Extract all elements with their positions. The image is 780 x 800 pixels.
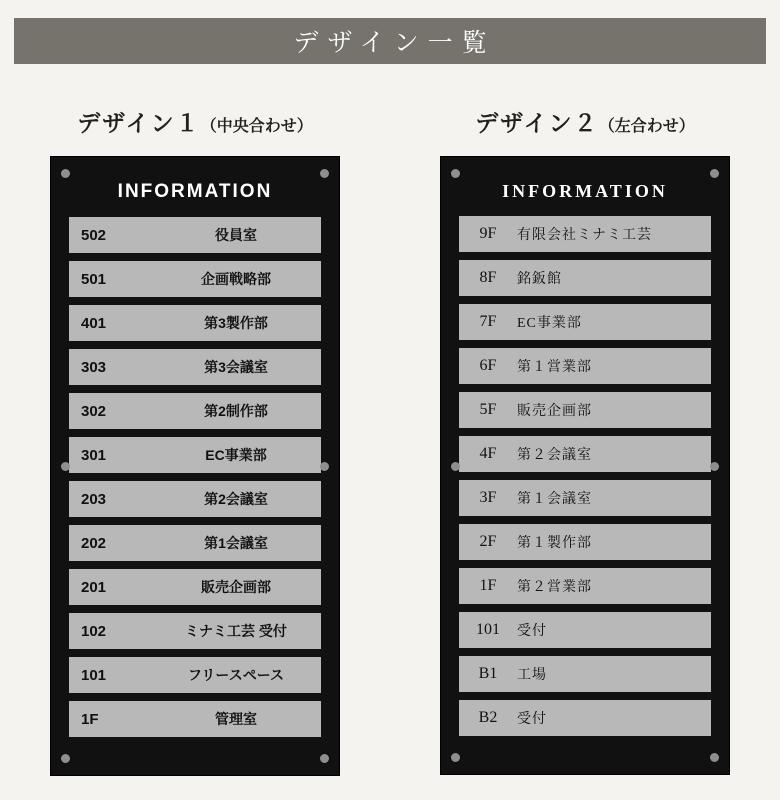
row-room: B2 — [478, 709, 498, 726]
row-name: 管理室 — [215, 711, 257, 727]
row-room: 1F — [81, 710, 99, 728]
row-room: 303 — [81, 358, 107, 376]
row-room: 4F — [479, 445, 497, 462]
row-room: 5F — [479, 401, 497, 418]
table-row — [459, 348, 711, 384]
row-name: 第１会議室 — [517, 492, 592, 507]
row-name: 第2会議室 — [204, 491, 268, 507]
board-2-title: INFORMATION — [502, 181, 668, 201]
design-1-heading — [77, 105, 312, 138]
row-name: 第2制作部 — [204, 403, 268, 419]
row-name: 企画戦略部 — [201, 271, 271, 287]
table-row — [69, 349, 321, 385]
row-name: EC事業部 — [517, 316, 582, 331]
table-row — [459, 392, 711, 428]
screw-icon — [61, 169, 70, 178]
row-name: 第1会議室 — [204, 535, 268, 551]
row-room: B1 — [478, 665, 498, 682]
table-row — [69, 437, 321, 473]
row-name: 第２営業部 — [517, 580, 592, 595]
row-room: 3F — [479, 489, 497, 506]
table-row — [459, 700, 711, 736]
row-name: 銘鈑館 — [517, 272, 562, 287]
row-room: 502 — [81, 226, 107, 244]
table-row — [459, 304, 711, 340]
screw-icon — [320, 754, 329, 763]
row-room: 501 — [81, 270, 107, 288]
table-row — [69, 261, 321, 297]
row-name: 販売企画部 — [201, 579, 271, 595]
page-title-bar — [14, 18, 766, 64]
table-row — [459, 260, 711, 296]
table-row — [69, 217, 321, 253]
table-row — [459, 524, 711, 560]
table-row — [69, 305, 321, 341]
row-room: 101 — [81, 666, 107, 684]
row-name: フリースペース — [187, 667, 285, 683]
table-row — [69, 525, 321, 561]
screw-icon — [710, 169, 719, 178]
design-1-heading-sub: （中央合わせ） — [200, 118, 313, 135]
table-row — [459, 480, 711, 516]
row-room: 7F — [479, 313, 497, 330]
row-name: 受付 — [517, 624, 547, 639]
table-row — [69, 393, 321, 429]
row-name: EC事業部 — [205, 447, 267, 463]
screw-icon — [451, 462, 460, 471]
page-title: デザイン一覧 — [293, 29, 496, 57]
table-row — [459, 436, 711, 472]
row-room: 1F — [479, 577, 497, 594]
board-1-title: INFORMATION — [117, 181, 273, 202]
row-room: 302 — [81, 402, 107, 420]
screw-icon — [61, 754, 70, 763]
sign-board-1 — [50, 156, 340, 776]
row-name: 第3会議室 — [204, 359, 268, 375]
design-column-2 — [390, 105, 780, 776]
table-row — [459, 568, 711, 604]
row-name: 工場 — [517, 668, 547, 683]
row-name: 第２会議室 — [517, 448, 592, 463]
row-room: 2F — [479, 533, 497, 550]
row-room: 401 — [81, 314, 107, 332]
screw-icon — [451, 753, 460, 762]
row-room: 9F — [479, 225, 497, 242]
screw-icon — [451, 169, 460, 178]
design-2-heading-sub: （左合わせ） — [598, 118, 695, 135]
row-room: 203 — [81, 490, 107, 508]
table-row — [459, 612, 711, 648]
row-name: 役員室 — [215, 227, 257, 243]
design-1-heading-main: デザイン１ — [77, 110, 201, 136]
screw-icon — [710, 462, 719, 471]
design-2-heading — [475, 105, 694, 138]
design-2-heading-main: デザイン２ — [475, 110, 599, 136]
design-column-1 — [0, 105, 390, 776]
sign-board-2 — [440, 156, 730, 775]
row-room: 301 — [81, 446, 107, 464]
table-row — [69, 481, 321, 517]
table-row — [459, 216, 711, 252]
table-row — [69, 657, 321, 693]
row-room: 202 — [81, 534, 107, 552]
row-room: 101 — [476, 621, 500, 638]
table-row — [69, 569, 321, 605]
table-row — [459, 656, 711, 692]
screw-icon — [61, 462, 70, 471]
screw-icon — [320, 462, 329, 471]
row-name: 第１営業部 — [517, 360, 592, 375]
row-room: 102 — [81, 622, 107, 640]
row-name: 第１製作部 — [517, 536, 592, 551]
design-columns — [0, 105, 780, 776]
row-room: 8F — [479, 269, 497, 286]
row-room: 6F — [479, 357, 497, 374]
row-name: 販売企画部 — [517, 404, 592, 419]
screw-icon — [710, 753, 719, 762]
row-name: 有限会社ミナミ工芸 — [517, 228, 652, 243]
table-row — [69, 701, 321, 737]
table-row — [69, 613, 321, 649]
row-name: ミナミ工芸 受付 — [185, 623, 287, 639]
screw-icon — [320, 169, 329, 178]
row-name: 第3製作部 — [204, 315, 268, 331]
row-name: 受付 — [517, 712, 547, 727]
row-room: 201 — [81, 578, 107, 596]
